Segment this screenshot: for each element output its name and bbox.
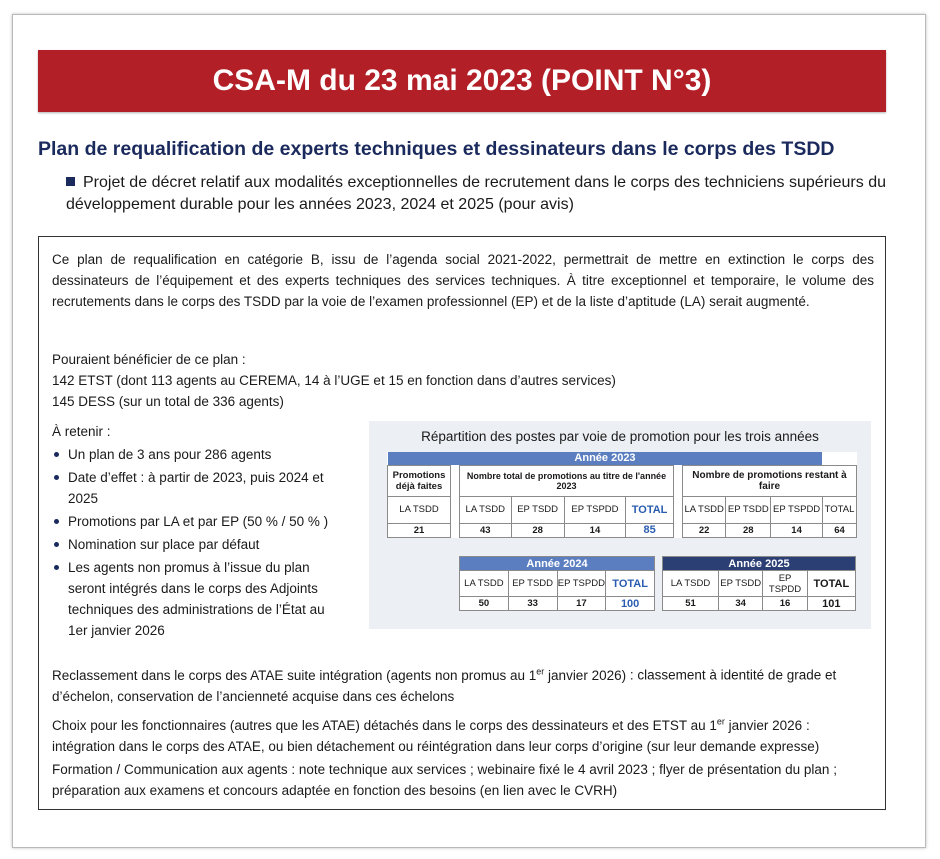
reclassement-bold [52, 668, 626, 683]
choix-bold [52, 718, 810, 733]
reclassement-bold-b: janvier 2026) [544, 667, 627, 683]
col-header: EP TSDD [718, 571, 762, 597]
col-header: EP TSPDD [763, 571, 807, 597]
col-header: TOTAL [822, 496, 856, 523]
list-item: Un plan de 3 ans pour 286 agents [52, 444, 342, 465]
table-cell: 43 [460, 523, 512, 537]
table-cell: 14 [771, 523, 823, 537]
table-cell: 85 [626, 523, 674, 537]
table-cell: 50 [460, 597, 509, 611]
choix-bold-a: Choix pour les fonctionnaires (autres que les ATAE) détachés dans le corps des dessinateurs et des ETST au 1 [52, 717, 717, 733]
content-box [38, 236, 886, 810]
table-2025 [662, 556, 856, 611]
list-item: Nomination sur place par défaut [52, 534, 342, 555]
table-2024-header: Année 2024 [460, 557, 655, 571]
tables-title: Répartition des postes par voie de promotion pour les trois années [421, 429, 819, 444]
dess-detail: (sur un total de 336 agents) [115, 394, 284, 409]
page-title-text: CSA-M du 23 mai 2023 (POINT N°3) [212, 64, 712, 97]
table-cell: 16 [763, 597, 807, 611]
page-title [38, 50, 886, 112]
table-cell: 17 [557, 597, 606, 611]
square-bullet-icon [66, 177, 75, 186]
col-header: TOTAL [606, 571, 655, 597]
table-cell: 28 [726, 523, 771, 537]
decree-bullet [66, 172, 886, 216]
beneficiaries-line-etst [52, 370, 616, 391]
table-cell: 21 [388, 523, 451, 537]
col-header: LA TSDD [460, 571, 509, 597]
table-cell: 14 [564, 523, 625, 537]
col-header: LA TSDD [663, 571, 719, 597]
retenir-heading: À retenir : [52, 424, 111, 439]
dess-count: 145 DESS [52, 394, 116, 409]
reclassement-bold-a: Reclassement dans le corps des ATAE suite intégration (agents non promus au 1 [52, 667, 537, 683]
table-2025-header: Année 2025 [663, 557, 856, 571]
section-subtitle: Plan de requalification de experts techniques et dessinateurs dans le corps des TSDD [38, 138, 835, 160]
nombre-total-header: Nombre total de promotions au titre de l'année 2023 [460, 465, 674, 496]
table-2023-header: Année 2023 [388, 452, 823, 465]
formation-rest: note technique aux services ; webinaire fixé le 4 avril 2023 ; flyer de présentation du plan ; préparation aux examens et concours adaptée en fonction des besoins (en lien avec le CVRH) [52, 762, 837, 798]
col-header: LA TSDD [388, 496, 451, 523]
col-header: TOTAL [626, 496, 674, 523]
choix-bold-b: janvier 2026 : [724, 717, 810, 733]
list-item: Date d’effet : à partir de 2023, puis 2024 et 2025 [52, 467, 342, 509]
table-cell: 22 [682, 523, 725, 537]
choix-sup: er [716, 716, 725, 726]
intro-paragraph: Ce plan de requalification en catégorie B, issu de l’agenda social 2021-2022, permettrait de mettre en extinction le corps des dessinateurs de l’équipement et des experts techniques des services techniques. À titre exceptionnel et temporaire, le volume des recrutements dans le corps des TSDD par la voie de l’examen professionnel (EP) et de la liste d’aptitude (LA) serait augmenté. [52, 252, 874, 309]
col-header: LA TSDD [460, 496, 512, 523]
col-header: EP TSDD [511, 496, 564, 523]
etst-count: 142 ETST [52, 373, 113, 388]
col-header: EP TSPDD [564, 496, 625, 523]
table-2024 [459, 556, 655, 611]
table-cell: 100 [606, 597, 655, 611]
choix-paragraph [52, 711, 874, 757]
reclassement-paragraph [52, 661, 874, 707]
col-header: EP TSPDD [771, 496, 823, 523]
formation-bold: Formation / Communication aux agents : [52, 762, 296, 777]
col-header: EP TSDD [726, 496, 771, 523]
beneficiaries-line-dess [52, 391, 616, 412]
etst-detail: (dont 113 agents au CEREMA, 14 à l’UGE et 15 en fonction dans d’autres services) [112, 373, 616, 388]
beneficiaries-heading: Pouraient bénéficier de ce plan : [52, 352, 246, 367]
retenir-list [52, 444, 342, 641]
table-cell: 34 [718, 597, 762, 611]
table-cell: 28 [511, 523, 564, 537]
table-2023 [387, 452, 857, 538]
promotion-tables-panel [369, 421, 871, 629]
formation-paragraph [52, 759, 874, 801]
reclassement-sup: er [536, 666, 545, 676]
col-header: EP TSDD [508, 571, 557, 597]
table-cell: 51 [663, 597, 719, 611]
col-header: EP TSPDD [557, 571, 606, 597]
choix-rest: intégration dans le corps des ATAE, ou bien détachement ou réintégration dans leur corps d’origine (sur leur demande expresse) [52, 738, 820, 754]
table-cell: 33 [508, 597, 557, 611]
col-header: LA TSDD [682, 496, 725, 523]
table-cell: 64 [822, 523, 856, 537]
reclassement-rest: : classement à identité de grade et d’échelon, conservation de l’ancienneté acquise dans ces échelons [52, 667, 837, 704]
table-cell: 101 [807, 597, 855, 611]
beneficiaries-block [52, 349, 616, 412]
promo-deja-faites-header: Promotions déjà faites [388, 465, 451, 496]
restant-header: Nombre de promotions restant à faire [682, 465, 856, 496]
decree-bullet-text: Projet de décret relatif aux modalités exceptionnelles de recrutement dans le corps des techniciens supérieurs du développement durable pour les années 2023, 2024 et 2025 (pour avis) [66, 174, 886, 213]
col-header: TOTAL [807, 571, 855, 597]
list-item: Les agents non promus à l’issue du plan seront intégrés dans le corps des Adjoints techniques des administrations de l’État au 1er janvier 2026 [52, 557, 342, 641]
retenir-block [52, 421, 342, 643]
list-item: Promotions par LA et par EP (50 % / 50 % ) [52, 511, 342, 532]
